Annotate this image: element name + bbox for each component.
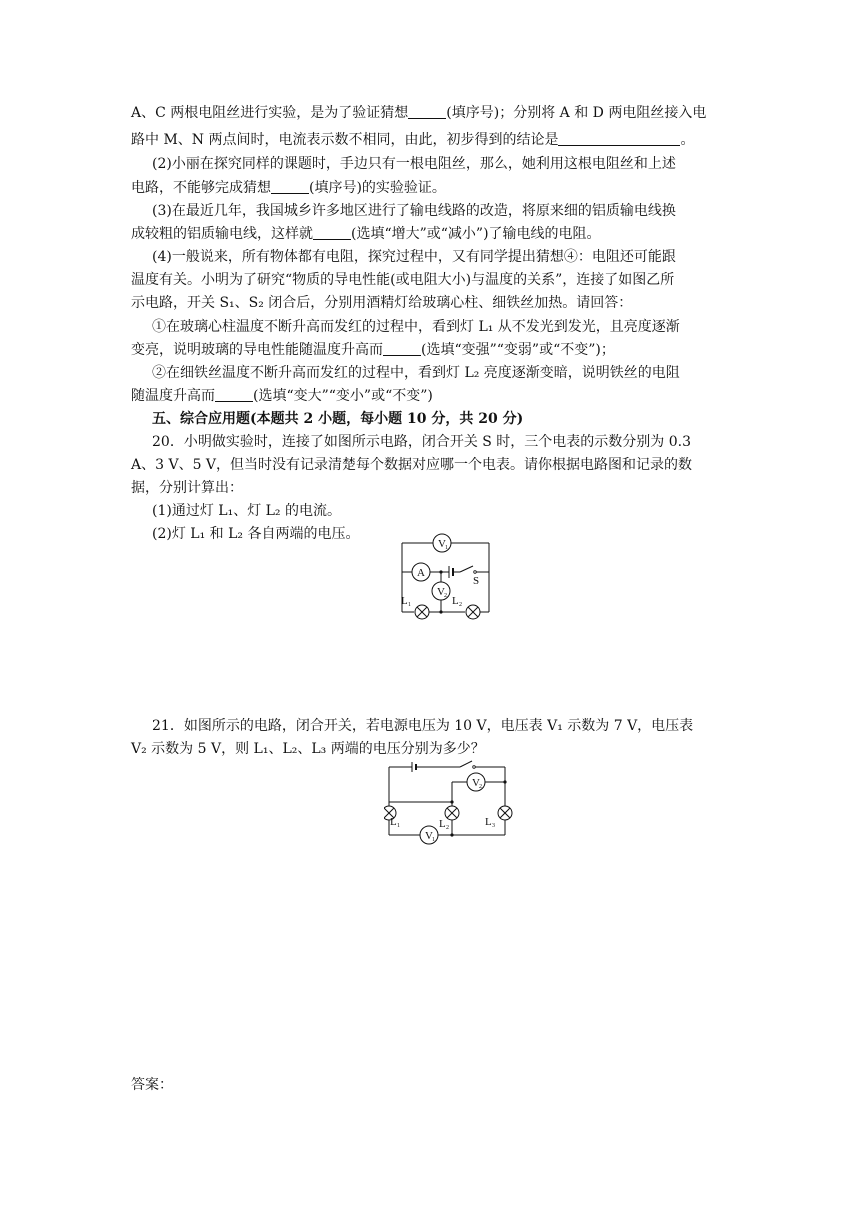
question-21-text: 21．如图所示的电路，闭合开关，若电源电压为 10 V，电压表 V₁ 示数为 7 V，电压表 <box>152 718 694 734</box>
text-line <box>131 386 433 406</box>
text-line <box>131 178 446 198</box>
text-line <box>131 224 601 244</box>
text-line: (2)灯 L₁ 和 L₂ 各自两端的电压。 <box>152 526 360 542</box>
text-segment: A、C 两根电阻丝进行实验，是为了验证猜想 <box>131 105 409 121</box>
text-line: ②在细铁丝温度不断升高而发红的过程中，看到灯 L₂ 亮度逐渐变暗，说明铁丝的电阻 <box>152 365 680 381</box>
lamp-l3-label: L <box>485 816 492 828</box>
answer-blank <box>383 341 421 356</box>
text-line: ①在玻璃心柱温度不断升高而发红的过程中，看到灯 L₁ 从不发光到发光，且亮度逐渐 <box>152 319 680 335</box>
text-line <box>131 103 706 123</box>
switch-s-label: S <box>473 575 480 587</box>
ammeter-label: A <box>417 567 425 579</box>
lamp-l1-subscript: 1 <box>408 602 411 608</box>
text-line: A、3 V、5 V，但当时没有记录清楚每个数据对应哪一个电表。请你根据电路图和记录的数 <box>131 457 693 473</box>
text-line: 示电路，开关 S₁、S₂ 闭合后，分别用酒精灯给玻璃心柱、细铁丝加热。请回答： <box>131 295 633 311</box>
text-segment: 随温度升高而 <box>131 388 215 404</box>
voltmeter-v2-subscript: 2 <box>444 593 447 599</box>
section-heading: 五、综合应用题(本题共 2 小题，每小题 10 分，共 20 分) <box>152 411 524 427</box>
text-line: (3)在最近几年，我国城乡许多地区进行了输电线路的改造，将原来细的铝质输电线换 <box>152 203 676 219</box>
circuit-diagram-q21 <box>384 760 518 852</box>
text-line <box>131 340 615 360</box>
text-segment: (填序号)；分别将 A 和 D 两电阻丝接入电 <box>446 105 707 121</box>
text-segment: (选填“变大”“变小”或“不变”) <box>253 388 433 404</box>
answer-blank <box>313 225 351 240</box>
answer-blank <box>215 387 253 402</box>
lamp-l1-label: L <box>390 816 397 828</box>
text-segment: (选填“变强”“变弱”或“不变”)； <box>421 342 615 358</box>
voltmeter-v1-label: V <box>425 830 433 842</box>
lamp-l2-subscript: 2 <box>459 602 462 608</box>
text-segment: 路中 M、N 两点间时，电流表示数不相同，由此，初步得到的结论是 <box>131 132 559 148</box>
text-line: (1)通过灯 L₁、灯 L₂ 的电流。 <box>152 503 341 519</box>
lamp-l2-subscript: 2 <box>446 825 449 831</box>
text-segment: 电路，不能够完成猜想 <box>131 180 271 196</box>
text-line: V₂ 示数为 5 V，则 L₁、L₂、L₃ 两端的电压分别为多少？ <box>131 741 485 757</box>
voltmeter-v1-label: V <box>438 538 446 550</box>
lamp-l2-label: L <box>439 818 446 830</box>
text-line <box>131 130 694 150</box>
circuit-diagram-q20 <box>392 533 498 627</box>
text-line: (2)小丽在探究同样的课题时，手边只有一根电阻丝，那么，她利用这根电阻丝和上述 <box>152 156 676 172</box>
answer-label: 答案： <box>131 1077 173 1093</box>
answer-blank <box>271 179 309 194</box>
text-segment: 。 <box>680 132 695 148</box>
text-line: 温度有关。小明为了研究“物质的导电性能(或电阻大小)与温度的关系”，连接了如图乙所 <box>131 272 675 288</box>
text-segment: 成较粗的铝质输电线，这样就 <box>131 226 313 242</box>
question-20-text: 20．小明做实验时，连接了如图所示电路，闭合开关 S 时，三个电表的示数分别为 0.3 <box>152 434 692 450</box>
lamp-l1-label: L <box>401 595 408 607</box>
text-segment: (填序号)的实验验证。 <box>309 180 446 196</box>
text-line: 据，分别计算出： <box>131 480 243 496</box>
answer-blank <box>558 131 680 146</box>
text-segment: 变亮，说明玻璃的导电性能随温度升高而 <box>131 342 383 358</box>
voltmeter-v2-label: V <box>472 777 480 789</box>
voltmeter-v1-subscript: 1 <box>432 837 435 843</box>
voltmeter-v2-subscript: 2 <box>479 784 482 790</box>
text-line: (4)一般说来，所有物体都有电阻，探究过程中，又有同学提出猜想④：电阻还可能跟 <box>152 249 676 265</box>
lamp-l3-subscript: 3 <box>492 823 495 829</box>
lamp-l1-subscript: 1 <box>397 823 400 829</box>
voltmeter-v2-label: V <box>437 586 445 598</box>
lamp-l2-label: L <box>452 595 459 607</box>
answer-blank <box>408 104 446 119</box>
voltmeter-v1-subscript: 1 <box>445 545 448 551</box>
text-segment: (选填“增大”或“减小”)了输电线的电阻。 <box>351 226 601 242</box>
